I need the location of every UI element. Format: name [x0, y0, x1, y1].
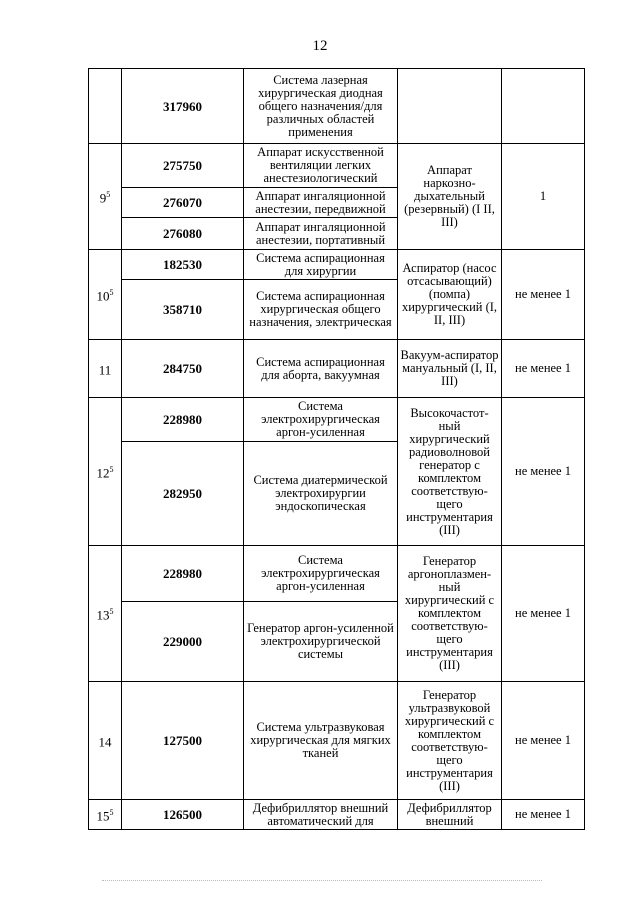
table-row [89, 546, 585, 602]
name-cell: Система диатермической электрохирургии эндоскопическая [244, 442, 398, 546]
row-number-cell: $13^5$ [89, 546, 122, 682]
type-cell: Вакуум-аспиратор мануальный (I, II, III) [398, 340, 502, 398]
code-cell: 228980 [122, 398, 244, 442]
row-number-cell: $9^5$ [89, 144, 122, 250]
code-cell: 127500 [122, 682, 244, 800]
name-cell: Система электрохирургическая аргон-усиленная [244, 546, 398, 602]
name-cell: Аппарат ингаляционной анестезии, передвижной [244, 188, 398, 218]
table-row [89, 682, 585, 800]
quantity-cell: не менее 1 [502, 546, 585, 682]
table-row [89, 800, 585, 830]
table-row [89, 398, 585, 442]
table-row [89, 250, 585, 280]
row-number-cell [89, 69, 122, 144]
code-cell: 358710 [122, 280, 244, 340]
code-cell: 276080 [122, 218, 244, 250]
equipment-table [88, 68, 585, 830]
type-cell: Генератор аргоноплазмен-ный хирургический с комплектом соответствую-щего инструментария (III) [398, 546, 502, 682]
quantity-cell: не менее 1 [502, 340, 585, 398]
type-cell: Дефибриллятор внешний [398, 800, 502, 830]
name-cell: Аппарат ингаляционной анестезии, портативный [244, 218, 398, 250]
quantity-cell: не менее 1 [502, 398, 585, 546]
type-cell: Аппарат наркозно-дыхательный (резервный) (I II, III) [398, 144, 502, 250]
quantity-cell: не менее 1 [502, 250, 585, 340]
name-cell: Система ультразвуковая хирургическая для мягких тканей [244, 682, 398, 800]
name-cell: Аппарат искусственной вентиляции легких анестезиологический [244, 144, 398, 188]
name-cell: Система аспирационная для хирургии [244, 250, 398, 280]
name-cell: Система аспирационная для аборта, вакуумная [244, 340, 398, 398]
row-number-cell: $15^5$ [89, 800, 122, 830]
bottom-divider [102, 880, 542, 882]
name-cell: Генератор аргон-усиленной электрохирургической системы [244, 602, 398, 682]
row-number-cell: $10^5$ [89, 250, 122, 340]
table-row [89, 340, 585, 398]
quantity-cell: не менее 1 [502, 800, 585, 830]
row-number-cell: $12^5$ [89, 398, 122, 546]
type-cell: Генератор ультразвуковой хирургический с комплектом соответствую-щего инструментария (III) [398, 682, 502, 800]
row-number-cell: 11 [89, 340, 122, 398]
name-cell: Система аспирационная хирургическая общего назначения, электрическая [244, 280, 398, 340]
code-cell: 228980 [122, 546, 244, 602]
code-cell: 275750 [122, 144, 244, 188]
row-number-cell: 14 [89, 682, 122, 800]
table-row [89, 69, 585, 144]
code-cell: 229000 [122, 602, 244, 682]
quantity-cell: не менее 1 [502, 682, 585, 800]
type-cell: Аспиратор (насос отсасывающий) (помпа) хирургический (I, II, III) [398, 250, 502, 340]
type-cell [398, 69, 502, 144]
code-cell: 282950 [122, 442, 244, 546]
name-cell: Система электрохирургическая аргон-усиленная [244, 398, 398, 442]
quantity-cell: 1 [502, 144, 585, 250]
quantity-cell [502, 69, 585, 144]
table-row [89, 144, 585, 188]
code-cell: 126500 [122, 800, 244, 830]
name-cell: Дефибриллятор внешний автоматический для [244, 800, 398, 830]
name-cell: Система лазерная хирургическая диодная общего назначения/для различных областей применения [244, 69, 398, 144]
code-cell: 284750 [122, 340, 244, 398]
code-cell: 276070 [122, 188, 244, 218]
type-cell: Высокочастот-ный хирургический радиоволновой генератор с комплектом соответствую-щего инструментария (III) [398, 398, 502, 546]
code-cell: 317960 [122, 69, 244, 144]
page-number: 12 [312, 38, 328, 54]
code-cell: 182530 [122, 250, 244, 280]
